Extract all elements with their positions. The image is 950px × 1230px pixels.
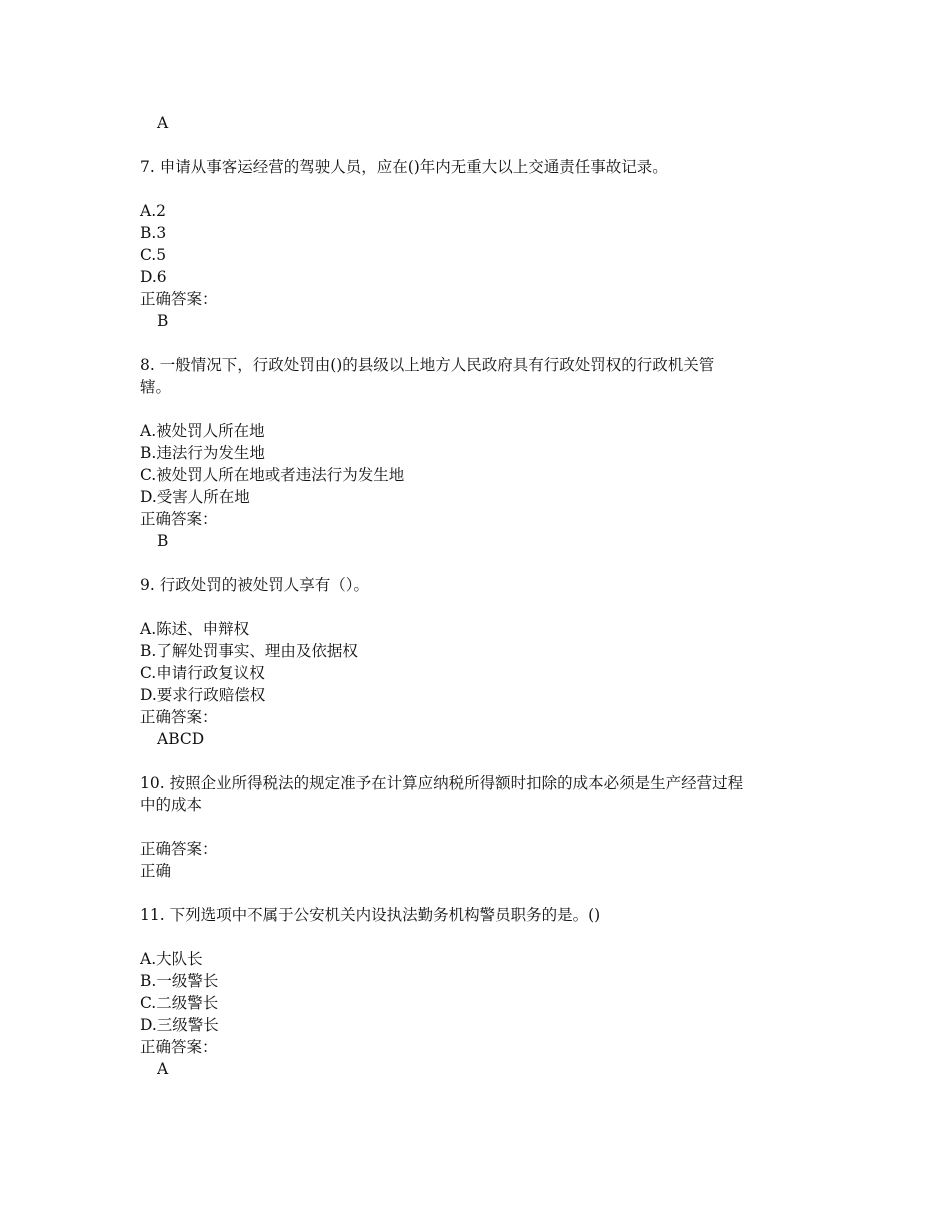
option-d: D.受害人所在地 [140,488,250,506]
question-9 [140,574,820,750]
answer-value: A [157,1060,169,1078]
question-stem: 11. 下列选项中不属于公安机关内设执法勤务机构警员职务的是。() [140,906,601,924]
option-b: B.一级警长 [140,972,219,990]
option-d: D.要求行政赔偿权 [140,686,266,704]
answer-label: 正确答案： [140,1038,218,1056]
answer-value: B [157,312,169,330]
option-d: D.6 [140,268,167,286]
question-10 [140,772,820,882]
answer-label: 正确答案： [140,290,218,308]
option-d: D.三级警长 [140,1016,219,1034]
option-a: A.2 [140,202,166,220]
option-b: B.了解处罚事实、理由及依据权 [140,642,358,660]
question-stem-line-2: 辖。 [140,378,172,396]
answer-label: 正确答案： [140,840,218,858]
question-11 [140,904,820,1080]
answer-label: 正确答案： [140,510,218,528]
question-8 [140,354,820,552]
answer-value: B [157,532,169,550]
answer-label: 正确答案： [140,708,218,726]
question-stem-line-1: 10. 按照企业所得税法的规定准予在计算应纳税所得额时扣除的成本必须是生产经营过程 [140,774,744,792]
option-c: C.被处罚人所在地或者违法行为发生地 [140,466,405,484]
option-a: A.陈述、申辩权 [140,620,250,638]
answer-value: ABCD [157,730,205,748]
option-c: C.申请行政复议权 [140,664,265,682]
option-b: B.违法行为发生地 [140,444,265,462]
answer-value: A [157,114,169,132]
option-c: C.二级警长 [140,994,219,1012]
option-b: B.3 [140,224,167,242]
option-a: A.被处罚人所在地 [140,422,265,440]
question-stem: 9. 行政处罚的被处罚人享有（）。 [140,576,369,594]
question-stem-line-2: 中的成本 [140,796,203,814]
question-stem: 7. 申请从事客运经营的驾驶人员，应在()年内无重大以上交通责任事故记录。 [140,158,668,176]
question-stem-line-1: 8. 一般情况下，行政处罚由()的县级以上地方人民政府具有行政处罚权的行政机关管 [140,356,715,374]
answer-value: 正确 [140,862,172,880]
option-c: C.5 [140,246,167,264]
question-7 [140,156,820,332]
document-page [140,112,820,1080]
option-a: A.大队长 [140,950,203,968]
